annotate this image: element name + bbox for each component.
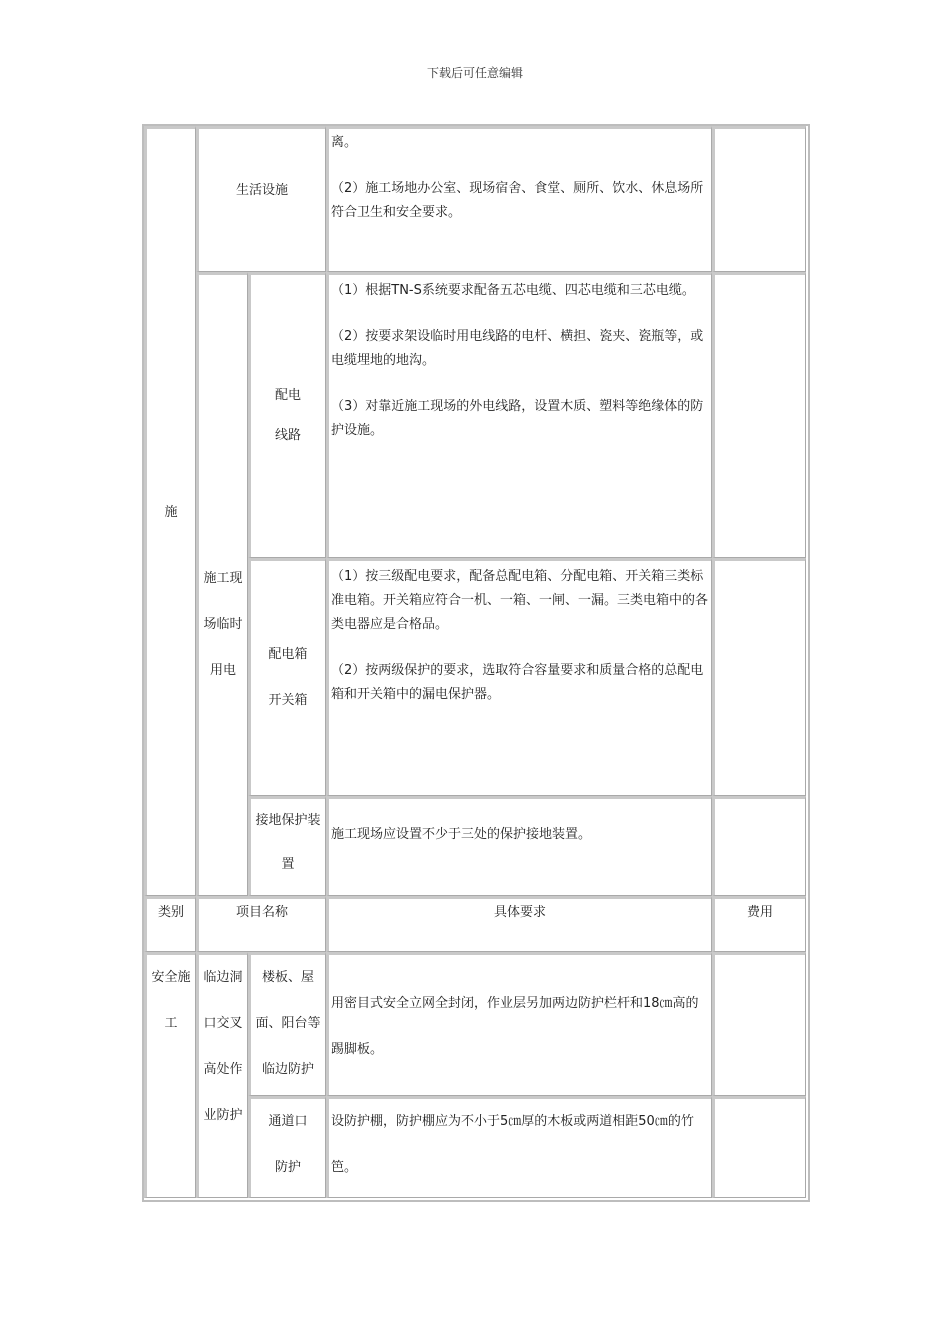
group-line: 口交叉 — [203, 1016, 243, 1031]
req-cell-jiedi — [326, 796, 712, 896]
header-text: 项目名称 — [235, 905, 288, 920]
cost-cell — [712, 952, 806, 1096]
item-line: 面、阳台等 — [255, 1016, 321, 1031]
header-req — [326, 896, 712, 952]
item-line: 防护 — [274, 1160, 301, 1175]
item-line: 线路 — [274, 428, 301, 443]
group-cell-anquan — [196, 952, 248, 1198]
category-text: 施 — [164, 504, 178, 520]
category-line: 安全施 — [151, 970, 191, 985]
req-cell-shenghuo — [326, 126, 712, 272]
group-line: 场临时 — [203, 617, 243, 632]
category-line: 工 — [164, 1016, 178, 1031]
req-line: 离。 — [331, 135, 358, 150]
req-line: （2）施工场地办公室、现场宿舍、食堂、厕所、饮水、休息场所符合卫生和安全要求。 — [331, 181, 704, 220]
cost-cell — [712, 1096, 806, 1198]
header-text: 费用 — [746, 905, 773, 920]
group-line: 施工现 — [203, 571, 243, 586]
page-header: 下载后可任意编辑 — [426, 66, 523, 80]
header-cost — [712, 896, 806, 952]
req-line: 设防护棚，防护棚应为不小于5㎝厚的木板或两道相距50㎝的竹笆。 — [331, 1114, 694, 1175]
item-name-shenghuo: 生活设施 — [235, 183, 288, 198]
cost-cell — [712, 272, 806, 558]
req-cell-xiang — [326, 558, 712, 796]
req-cell-peidian — [326, 272, 712, 558]
group-cell-linshi — [196, 272, 248, 896]
item-cell-xiang — [248, 558, 326, 796]
item-cell-lou — [248, 952, 326, 1096]
header-text: 具体要求 — [493, 905, 546, 920]
group-line: 高处作 — [203, 1062, 243, 1077]
req-line: 用密目式安全立网全封闭，作业层另加两边防护栏杆和18㎝高的踢脚板。 — [331, 996, 699, 1057]
item-line: 楼板、屋 — [261, 970, 314, 985]
cost-cell — [712, 126, 806, 272]
item-cell-tong — [248, 1096, 326, 1198]
header-text: 类别 — [157, 905, 184, 920]
group-line: 临边洞 — [203, 970, 243, 985]
req-cell-tong — [326, 1096, 712, 1198]
req-line: 施工现场应设置不少于三处的保护接地装置。 — [331, 827, 592, 842]
req-line: （1）按三级配电要求，配备总配电箱、分配电箱、开关箱三类标准电箱。开关箱应符合一机、一箱、一闸、一漏。三类电箱中的各类电器应是合格品。 — [331, 569, 709, 632]
item-line: 临边防护 — [261, 1062, 314, 1077]
item-line: 通道口 — [268, 1114, 308, 1129]
item-cell-shenghuo — [196, 126, 326, 272]
header-item — [196, 896, 326, 952]
item-line: 配电 — [274, 388, 301, 403]
req-line: （3）对靠近施工现场的外电线路，设置木质、塑料等绝缘体的防护设施。 — [331, 399, 704, 438]
category-cell-anquan — [144, 952, 196, 1198]
category-cell — [144, 126, 196, 896]
item-line: 置 — [281, 857, 295, 872]
item-line: 配电箱 — [268, 647, 308, 662]
item-cell-jiedi — [248, 796, 326, 896]
item-line: 开关箱 — [268, 693, 308, 708]
item-line: 接地保护装 — [255, 813, 321, 828]
cost-cell — [712, 558, 806, 796]
req-line: （2）按要求架设临时用电线路的电杆、横担、瓷夹、瓷瓶等，或电缆埋地的地沟。 — [331, 329, 704, 368]
header-category — [144, 896, 196, 952]
safety-table — [142, 124, 810, 1202]
req-cell-lou — [326, 952, 712, 1096]
req-line: （2）按两级保护的要求，选取符合容量要求和质量合格的总配电箱和开关箱中的漏电保护器。 — [331, 663, 704, 702]
cost-cell — [712, 796, 806, 896]
group-line: 用电 — [209, 663, 236, 678]
req-line: （1）根据TN-S系统要求配备五芯电缆、四芯电缆和三芯电缆。 — [331, 283, 695, 298]
item-cell-peidian — [248, 272, 326, 558]
group-line: 业防护 — [203, 1108, 243, 1123]
